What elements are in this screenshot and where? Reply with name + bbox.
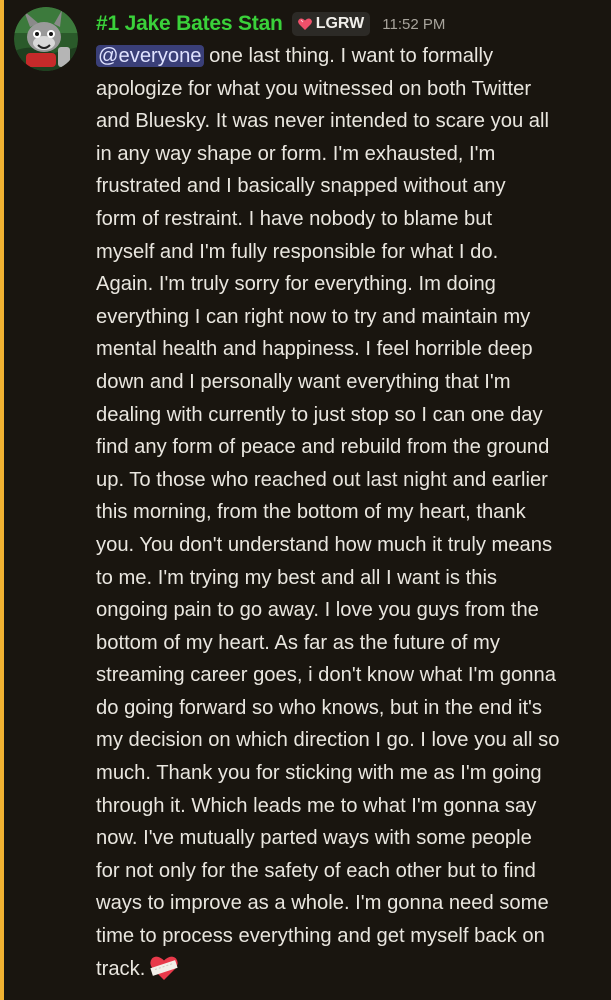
message-line: much. Thank you for sticking with me as I'm going [96,762,542,785]
message-line: now. I've mutually parted ways with some people [96,827,532,850]
message-line: down and I personally want everything that I'm [96,370,511,393]
mending-heart-icon[interactable] [149,953,179,983]
message-line: form of restraint. I have nobody to blame but [96,207,493,230]
message-line: ways to improve as a whole. I'm gonna need some [96,892,549,915]
message-line: and Bluesky. It was never intended to scare you all [96,110,549,133]
message-text: track. [96,957,146,980]
mention-everyone[interactable]: @everyone [98,45,202,67]
message-line: my decision on which direction I go. I love you all so [96,729,560,752]
message-line [96,40,596,73]
message-line: find any form of peace and rebuild from the ground [96,436,550,459]
heart-icon [297,16,313,32]
message-line: Again. I'm truly sorry for everything. Im doing [96,273,496,296]
timestamp[interactable]: 11:52 PM [382,15,446,33]
message-line: up. To those who reached out last night and earlier [96,468,548,491]
username[interactable]: #1 Jake Bates Stan [96,12,283,35]
role-tag[interactable] [292,12,371,36]
message-line: myself and I'm fully responsible for what I do. [96,240,499,263]
message-line: mental health and happiness. I feel horrible deep [96,338,533,361]
message-line: this morning, from the bottom of my heart, thank [96,501,526,524]
message-content [96,40,596,985]
message-line [96,953,596,986]
message-header [96,8,445,40]
message-line: for not only for the safety of each other but to find [96,859,536,882]
message-line: to me. I'm trying my best and all I want is this [96,566,498,589]
message-line: do going forward so who knows, but in the end it's [96,696,542,719]
user-avatar[interactable] [14,7,78,71]
message-line: you. You don't understand how much it truly means [96,533,553,556]
message-line: frustrated and I basically snapped without any [96,175,506,198]
role-tag-label: LGRW [315,15,365,32]
message-line: apologize for what you witnessed on both Twitter [96,77,532,100]
message-line: through it. Which leads me to what I'm gonna say [96,794,537,817]
message-line: ongoing pain to go away. I love you guys from the [96,599,539,622]
message-line: streaming career goes, i don't know what I'm gonna [96,664,556,687]
avatar-image [14,7,78,71]
message-line: in any way shape or form. I'm exhausted, I'm [96,142,496,165]
message-line: bottom of my heart. As far as the future of my [96,631,500,654]
message-line: time to process everything and get myself back on [96,925,545,948]
message-line: everything I can right now to try and maintain my [96,305,531,328]
message-line: dealing with currently to just stop so I can one day [96,403,543,426]
message-text: one last thing. I want to formally [203,45,494,67]
